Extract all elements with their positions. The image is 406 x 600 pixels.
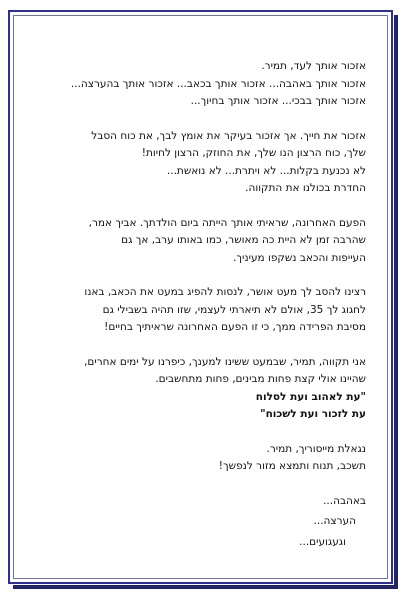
letter-line: אזכור את חייך. אך אזכור בעיקר את אומץ לבך, את כוח הסבל [91,129,366,142]
letter-line: החדרת בכולנו את התקווה. [245,182,366,194]
letter-line: שלך, כוח הרצון הנו שלך, את החוזק, הרצון לחיות! [141,147,366,159]
closing-line: באהבה... [323,494,366,507]
letter-line: אזכור אותך באהבה... אזכור אותך בכאב... אזכור אותך בהערצה... [70,77,366,90]
closing-line: וגעגועים... [299,535,346,548]
letter-line: שהיינו אולי קצת פחות מבינים, פחות מתחשבים. [155,373,366,385]
letter-line: לא נכנעת בקלות... לא ויתרת... לא נואשת... [166,164,366,177]
letter-line: נגאלת מייסוריך, תמיר. [266,442,366,455]
letter-body [24,58,366,568]
paragraph-hope [24,354,366,424]
paragraph-remember [24,58,366,111]
closing-line: הערצה... [313,515,356,527]
paragraph-last-time [24,215,366,268]
paragraph-rest [24,441,366,476]
letter-line: שהרבה זמן לא היית כה מאושר, כמו באותו ערב, אך גם [121,234,366,246]
quote-line: עת לזכור ועת לשכוח" [260,408,366,420]
closing-signature [24,493,366,552]
letter-line: העייפות והכאב נשקפו מעיניך. [233,251,366,264]
letter-line: תשכב, תנוח ותמצא מזור לנפשך! [218,460,366,472]
quote-line: "עת לאהוב ועת לסלוח [255,390,366,403]
letter-line: לחגוג לך 35, אולם לא תיארתי לעצמי, שזו תהיה בשבילי גם [102,303,366,316]
paragraph-birthday [24,284,366,337]
letter-line: רצינו להסב לך מעט אושר, לנסות להפיג במעט את הכאב, באנו [84,286,366,298]
letter-line: מסיבת הפרידה ממך, כי זו הפעם האחרונה שראיתיך בחיים! [104,321,366,333]
letter-line: אזכור אותך לעד, תמיר. [261,60,366,72]
letter-line: אזכור אותך בבכי... אזכור אותך בחיוך... [190,95,366,107]
paragraph-courage [24,128,366,198]
letter-line: אני תקווה, תמיר, שבמעט ששינו למענך, כיפרנו על ימים אחרים, [84,355,366,368]
letter-line: הפעם האחרונה, שראיתי אותך הייתה ביום הולדתך. אביך אמר, [88,216,366,229]
